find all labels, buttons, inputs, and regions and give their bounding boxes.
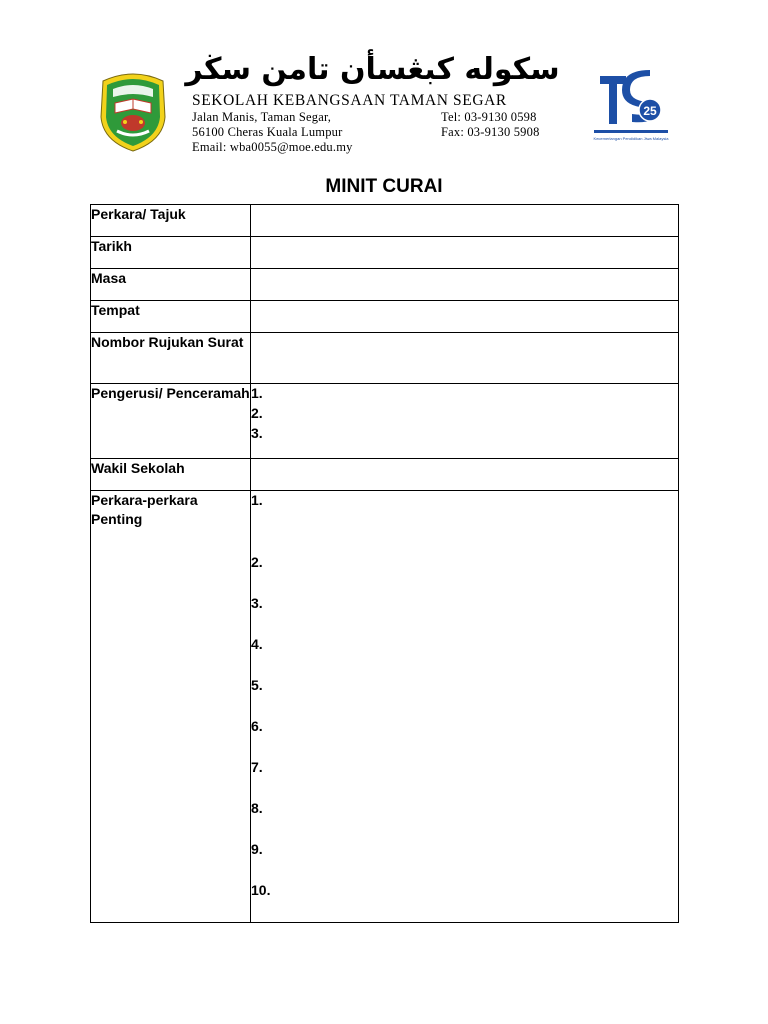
row-label-perkara-penting: Perkara-perkara Penting <box>91 491 251 923</box>
row-label-wakil-sekolah: Wakil Sekolah <box>91 459 251 491</box>
list-item: 3. <box>251 595 263 611</box>
list-item: 1. <box>251 385 263 401</box>
row-value-perkara-tajuk <box>251 205 679 237</box>
row-label-pengerusi: Pengerusi/ Penceramah <box>91 384 251 459</box>
list-item: 10. <box>251 882 271 898</box>
list-item: 1. <box>251 492 263 508</box>
list-item: 6. <box>251 718 263 734</box>
table-row <box>91 269 679 301</box>
jawi-school-name: سكوله كبڠسأن تامن سڬر <box>185 52 560 87</box>
tel-line: Tel: 03-9130 0598 <box>441 110 537 124</box>
address-line-2: 56100 Cheras Kuala Lumpur <box>192 125 343 139</box>
row-label-perkara-tajuk: Perkara/ Tajuk <box>91 205 251 237</box>
page-title: MINIT CURAI <box>325 176 443 197</box>
list-item: 2. <box>251 554 263 570</box>
school-name: SEKOLAH KEBANGSAAN TAMAN SEGAR <box>192 92 507 109</box>
table-row <box>91 205 679 237</box>
list-item: 7. <box>251 759 263 775</box>
list-item: 2. <box>251 405 263 421</box>
letterhead <box>0 0 768 165</box>
table-row <box>91 237 679 269</box>
table-row <box>91 301 679 333</box>
email-line: Email: wba0055@moe.edu.my <box>192 140 353 154</box>
row-value-wakil-sekolah <box>251 459 679 491</box>
ts25-caption: Kecemerlangan Pendidikan Jiwa Malaysia <box>593 136 669 141</box>
ts25-number: 25 <box>643 104 657 118</box>
list-item: 3. <box>251 425 263 441</box>
row-value-pengerusi <box>251 384 679 459</box>
row-value-tempat <box>251 301 679 333</box>
list-item: 5. <box>251 677 263 693</box>
table-row <box>91 491 679 923</box>
school-crest-icon <box>95 67 171 153</box>
list-item: 8. <box>251 800 263 816</box>
list-item: 4. <box>251 636 263 652</box>
row-value-tarikh <box>251 237 679 269</box>
row-label-nombor-rujukan: Nombor Rujukan Surat <box>91 333 251 384</box>
row-label-tarikh: Tarikh <box>91 237 251 269</box>
row-label-tempat: Tempat <box>91 301 251 333</box>
ts25-logo-icon <box>590 68 672 144</box>
table-row <box>91 333 679 384</box>
list-item: 9. <box>251 841 263 857</box>
table-row <box>91 384 679 459</box>
row-value-perkara-penting <box>251 491 679 923</box>
row-label-masa: Masa <box>91 269 251 301</box>
row-value-nombor-rujukan <box>251 333 679 384</box>
minutes-form-table <box>90 204 679 923</box>
row-value-masa <box>251 269 679 301</box>
fax-line: Fax: 03-9130 5908 <box>441 125 540 139</box>
address-line-1: Jalan Manis, Taman Segar, <box>192 110 332 124</box>
table-row <box>91 459 679 491</box>
